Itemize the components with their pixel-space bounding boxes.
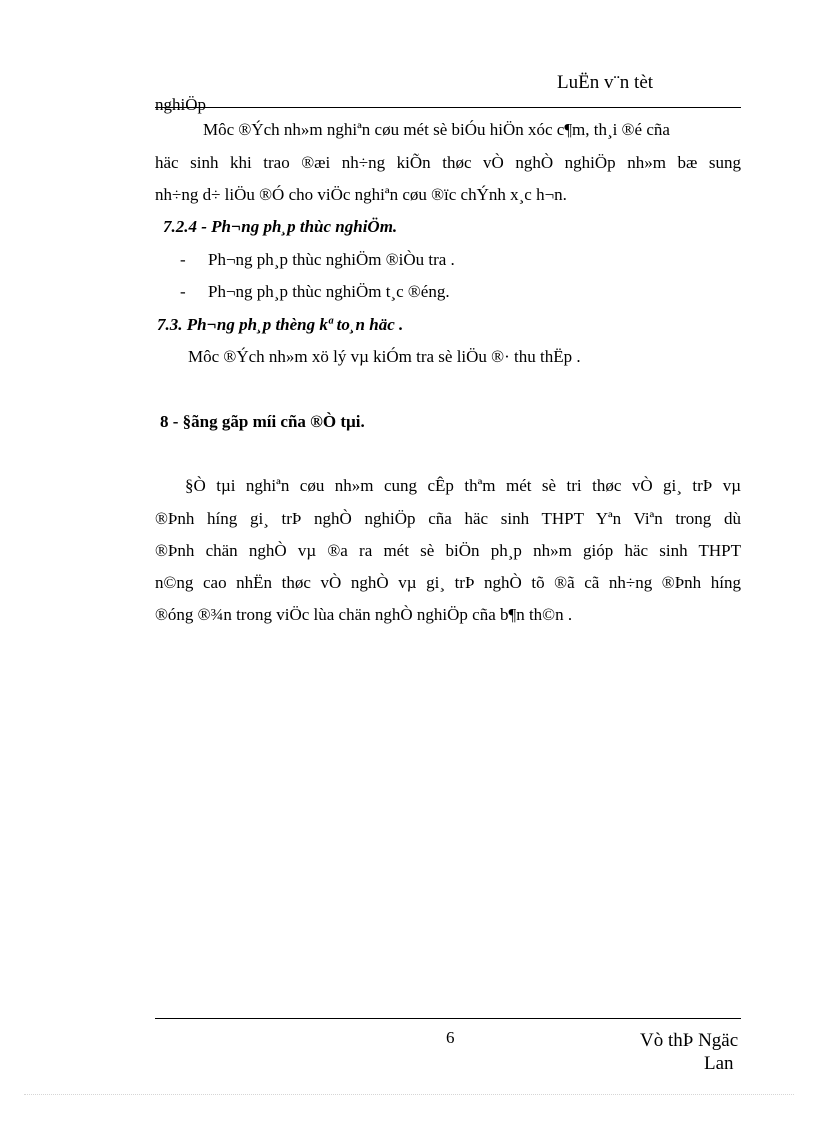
paragraph-line: §Ò tµi nghiªn cøu nh»m cung cÊp thªm mét sè tri thøc vÒ gi¸ trÞ vµ xyxy=(185,476,741,495)
list-item-text: Ph¬ng ph¸p thùc nghiÖm ®iÒu tra . xyxy=(208,250,455,269)
footer-author: Vò thÞ Ngäc xyxy=(640,1030,739,1051)
footer-rule xyxy=(155,1018,741,1019)
header-title: LuËn v¨n tèt xyxy=(557,72,654,93)
paragraph-line: häc sinh khi trao ®æi nh÷ng kiÕn thøc vÒ nghÒ nghiÖp nh»m bæ sung xyxy=(155,153,741,172)
paragraph-line: ®Þnh híng gi¸ trÞ nghÒ nghiÖp cña häc sinh THPT Yªn Viªn trong dù xyxy=(155,509,741,528)
paragraph-line: Môc ®Ých nh»m xö lý vµ kiÓm tra sè liÖu ®· thu thËp . xyxy=(188,347,581,366)
list-dash: - xyxy=(180,250,186,269)
list-item xyxy=(180,282,450,302)
page-edge-dotted xyxy=(24,1094,794,1095)
header-title-wrap: nghiÖp xyxy=(155,95,206,114)
section-heading-7-3: 7.3. Ph¬ng ph¸p thèng kª to¸n häc . xyxy=(157,315,404,334)
paragraph-line: n©ng cao nhËn thøc vÒ nghÒ vµ gi¸ trÞ nghÒ tõ ®ã cã nh÷ng ®Þnh híng xyxy=(155,573,741,592)
paragraph-line: nh÷ng d÷ liÖu ®Ó cho viÖc nghiªn cøu ®ïc chÝnh x¸c h¬n. xyxy=(155,185,567,204)
list-item-text: Ph¬ng ph¸p thùc nghiÖm t¸c ®éng. xyxy=(208,282,450,301)
page-number: 6 xyxy=(446,1028,455,1047)
paragraph-line: ®óng ®¾n trong viÖc lùa chän nghÒ nghiÖp cña b¶n th©n . xyxy=(155,605,573,624)
section-heading-7-2-4: 7.2.4 - Ph¬ng ph¸p thùc nghiÖm. xyxy=(163,217,398,236)
list-dash: - xyxy=(180,282,186,301)
section-heading-8: 8 - §ãng gãp míi cña ®Ò tµi. xyxy=(160,412,365,431)
paragraph-line: Môc ®Ých nh»m nghiªn cøu mét sè biÓu hiÖn xóc c¶m, th¸i ®é cña xyxy=(203,120,670,139)
list-item xyxy=(180,250,455,270)
paragraph-line: ®Þnh chän nghÒ vµ ®a ra mét sè biÖn ph¸p nh»m gióp häc sinh THPT xyxy=(155,541,741,560)
header-rule xyxy=(155,107,741,108)
footer-author-wrap: Lan xyxy=(704,1053,734,1074)
